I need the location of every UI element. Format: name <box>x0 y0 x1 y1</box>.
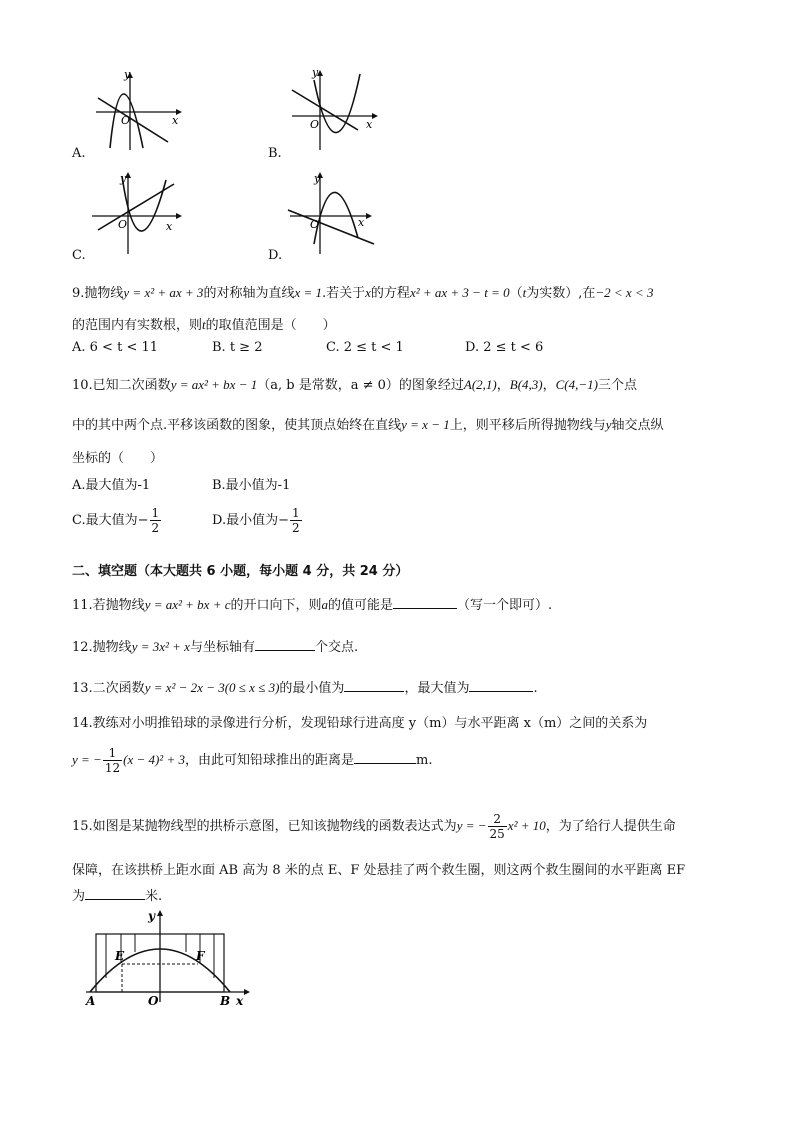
label-o: O <box>148 994 159 1008</box>
x-label: x <box>172 114 179 127</box>
x-arrow <box>372 113 378 119</box>
q9-option-c: C. 2 ≤ t < 1 <box>326 340 404 355</box>
label-x: x <box>236 994 244 1008</box>
q15-line3: 为 米. <box>72 889 163 904</box>
q14-line2: y = − $\frac{1}{12}$ (x − 4)² + 3，由此可知铅球推出的距离是 m. <box>72 746 433 775</box>
q9-option-d: D. 2 ≤ t < 6 <box>465 340 544 355</box>
origin-label: O <box>118 218 128 231</box>
x-arrow <box>244 989 250 995</box>
answer-blank[interactable] <box>393 596 457 609</box>
option-c-label: C. <box>72 248 86 263</box>
y-label: y <box>314 172 321 185</box>
q10-line1: 10.已知二次函数y = ax² + bx − 1（a, b 是常数，a ≠ 0）的图象经过A(2,1)，B(4,3)，C(4,−1)三个点 <box>72 377 637 393</box>
y-label: y <box>120 172 127 185</box>
answer-blank[interactable] <box>255 638 315 651</box>
q10-line3: 坐标的（ ） <box>72 451 164 466</box>
q12: 12.抛物线y = 3x² + x与坐标轴有 个交点. <box>72 639 359 655</box>
q13: 13.二次函数y = x² − 2x − 3(0 ≤ x ≤ 3)的最小值为 ，最大值为 . <box>72 680 538 696</box>
x-label: x <box>166 220 173 233</box>
line <box>292 90 358 130</box>
section-heading: 二、填空题（本大题共 6 小题，每小题 4 分，共 24 分） <box>72 564 409 579</box>
q10-option-d: D.最小值为− $\frac{1}{2}$ <box>212 506 300 535</box>
x-arrow <box>176 213 182 219</box>
label-e: E <box>115 949 125 963</box>
q10-option-c: C.最大值为− $\frac{1}{2}$ <box>72 506 160 535</box>
q15-line2: 保障，在该拱桥上距水面 AB 高为 8 米的点 E、F 处悬挂了两个救生圈，则这两个救生圈间的水平距离 EF <box>72 863 686 878</box>
answer-blank[interactable] <box>85 887 145 900</box>
q10-option-a: A.最大值为-1 <box>72 478 151 493</box>
option-b-label: B. <box>268 146 282 161</box>
origin-label: O <box>310 218 320 231</box>
x-label: x <box>366 118 373 131</box>
line <box>98 184 174 230</box>
q9-line2: 的范围内有实数根，则t的取值范围是（ ） <box>72 317 336 333</box>
option-a-label: A. <box>72 146 86 161</box>
q9-option-b: B. t ≥ 2 <box>212 340 263 355</box>
q14-line1: 14.教练对小明推铅球的录像进行分析，发现铅球行进高度 y（m）与水平距离 x（m）之间的关系为 <box>72 716 648 731</box>
line <box>98 98 168 142</box>
q9-line1: 9.抛物线y = x² + ax + 3的对称轴为直线x = 1.若关于x的方程x² + ax + 3 − t = 0（t为实数）,在−2 < x < 3 <box>72 285 654 301</box>
x-label: x <box>358 216 365 229</box>
q10-line2: 中的其中两个点.平移该函数的图象，使其顶点始终在直线y = x − 1上，则平移后所得抛物线与y轴交点纵 <box>72 417 664 433</box>
q9-option-a: A. 6 < t < 11 <box>72 340 159 355</box>
answer-blank[interactable] <box>354 751 416 764</box>
y-label: y <box>312 68 319 79</box>
graph-option-c <box>88 172 188 257</box>
graph-option-a <box>88 70 188 155</box>
q11: 11.若抛物线y = ax² + bx + c的开口向下，则a的值可能是 （写一个即可）. <box>72 597 553 613</box>
label-b: B <box>220 994 231 1008</box>
bridge-diagram <box>84 908 254 1008</box>
q15-line1: 15.如图是某抛物线型的拱桥示意图，已知该抛物线的函数表达式为y = − $\frac{2}{25}$ x² + 10，为了给行人提供生命 <box>72 812 676 841</box>
y-label: y <box>124 70 131 81</box>
x-arrow <box>366 213 372 219</box>
graph-option-b <box>284 68 384 153</box>
parabola <box>314 74 360 133</box>
label-f: F <box>196 949 205 963</box>
option-d-label: D. <box>268 248 283 263</box>
origin-label: O <box>310 118 320 131</box>
y-arrow <box>157 910 163 916</box>
answer-blank-min[interactable] <box>344 679 404 692</box>
graph-option-d <box>284 172 384 257</box>
origin-label: O <box>121 114 131 127</box>
label-y: y <box>148 909 155 923</box>
label-a: A <box>86 994 96 1008</box>
q10-option-b: B.最小值为-1 <box>212 478 291 493</box>
answer-blank-max[interactable] <box>469 679 533 692</box>
